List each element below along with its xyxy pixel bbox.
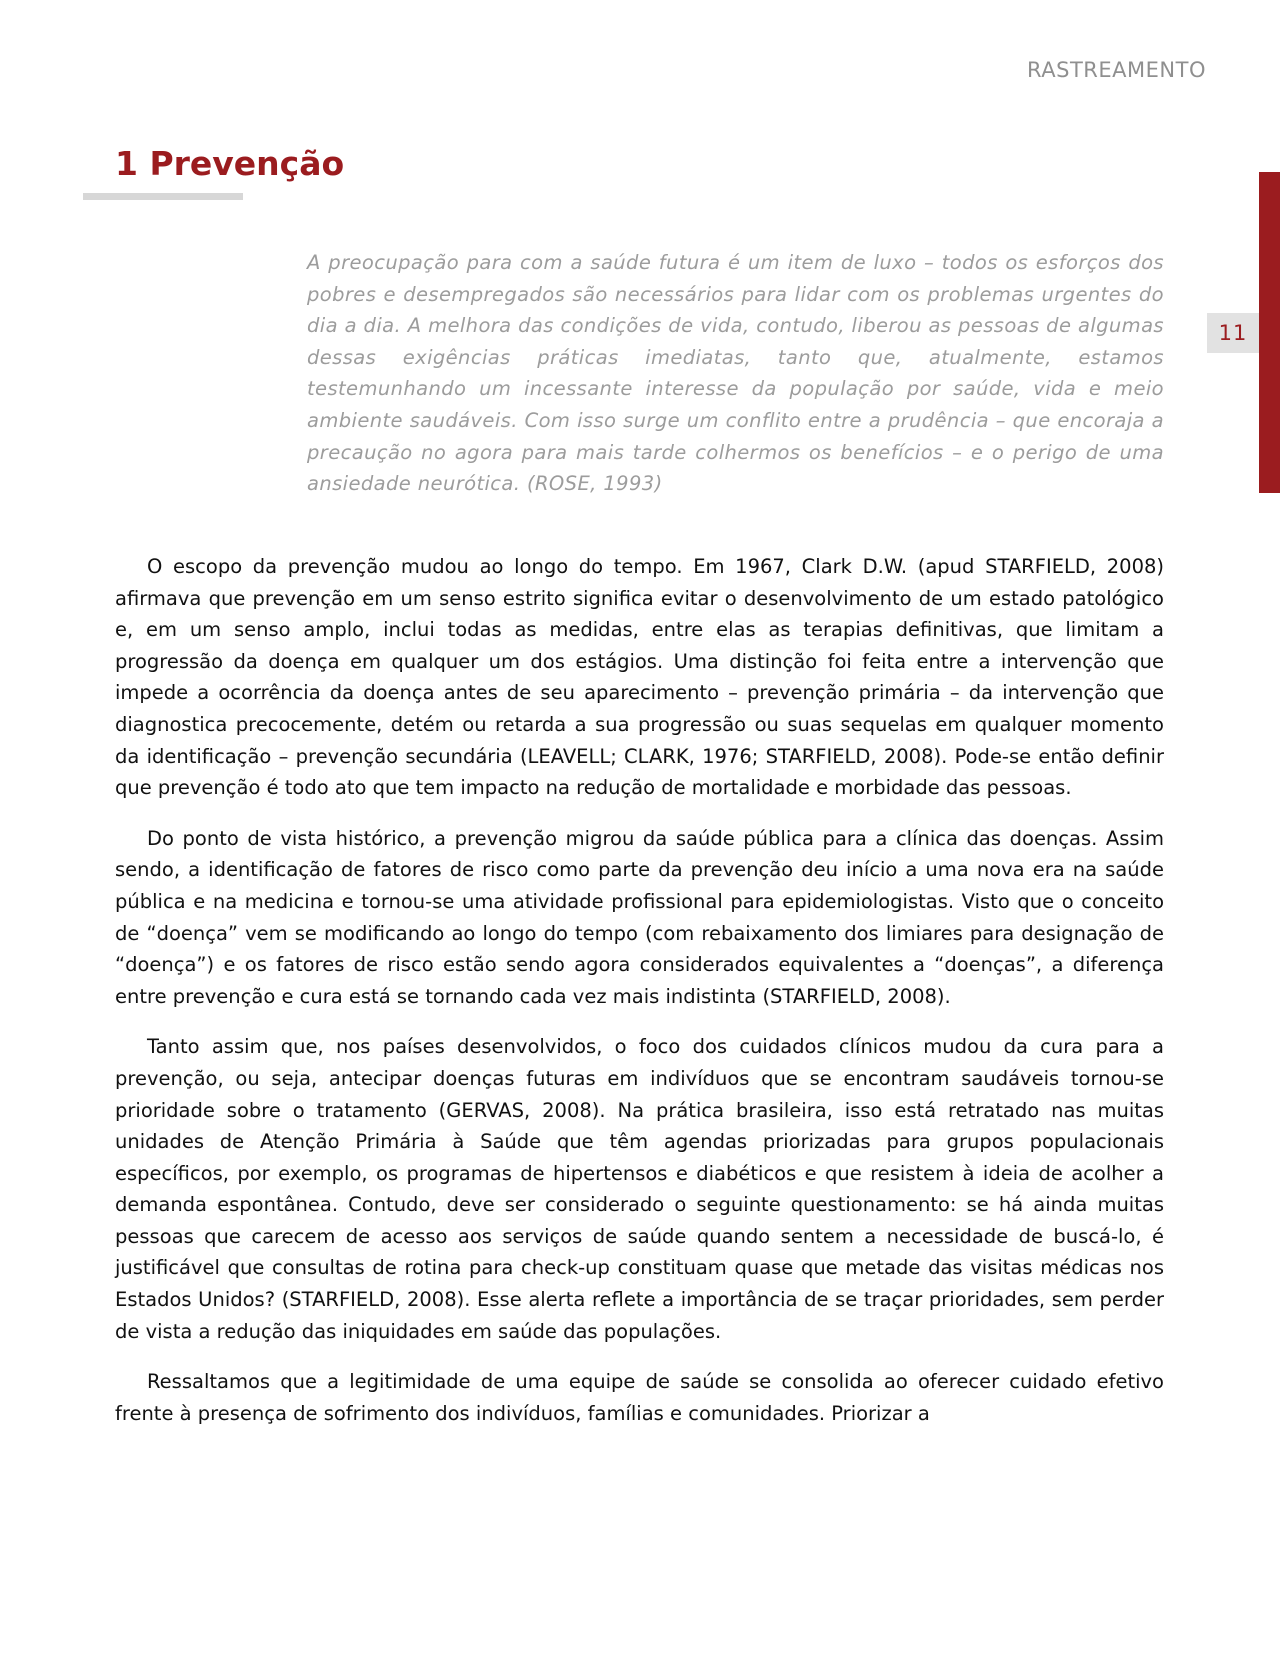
body-paragraph: Tanto assim que, nos países desenvolvidos, o foco dos cuidados clínicos mudou da cura para a prevenção, ou seja, antecipar doenças futuras em indivíduos que se encontram saudáveis tornou-se prioridade sobre o tratamento (GERVAS, 2008). Na prática brasileira, isso está retratado nas muitas unidades de Atenção Primária à Saúde que têm agendas priorizadas para grupos populacionais específicos, por exemplo, os programas de hipertensos e diabéticos e que resistem à ideia de acolher a demanda espontânea. Contudo, deve ser considerado o seguinte questionamento: se há ainda muitas pessoas que carecem de acesso aos serviços de saúde quando sentem a necessidade de buscá-lo, é justificável que consultas de rotina para check-up constituam quase que metade das visitas médicas nos Estados Unidos? (STARFIELD, 2008). Esse alerta reflete a importância de se traçar prioridades, sem perder de vista a redução das iniquidades em saúde das populações. (115, 1035, 1164, 1343)
title-underline (83, 193, 243, 200)
running-head: RASTREAMENTO (1027, 58, 1206, 82)
body-paragraph: Do ponto de vista histórico, a prevenção migrou da saúde pública para a clínica das doenças. Assim sendo, a identificação de fatores de risco como parte da prevenção deu início a uma nova era na saúde pública e na medicina e tornou-se uma atividade profissional para epidemiologistas. Visto que o conceito de “doença” vem se modificando ao longo do tempo (com rebaixamento dos limiares para designação de “doença”) e os fatores de risco estão sendo agora considerados equivalentes a “doenças”, a diferença entre prevenção e cura está se tornando cada vez mais indistinta (STARFIELD, 2008). (115, 826, 1164, 1008)
epigraph-quote: A preocupação para com a saúde futura é um item de luxo – todos os esforços dos pobres e desempregados são necessários para lidar com os problemas urgentes do dia a dia. A melhora das condições de vida, contudo, liberou as pessoas de algumas dessas exigências práticas imediatas, tanto que, atualmente, estamos testemunhando um incessante interesse da população por saúde, vida e meio ambiente saudáveis. Com isso surge um conflito entre a prudência – que encoraja a precaução no agora para mais tarde colhermos os benefícios – e o perigo de uma ansiedade neurótica. (ROSE, 1993) (307, 251, 1164, 496)
body-text (115, 551, 1164, 1448)
chapter-edge-tab (1259, 172, 1280, 493)
page-number: 11 (1207, 313, 1259, 353)
chapter-title: 1 Prevenção (115, 144, 345, 183)
body-paragraph: Ressaltamos que a legitimidade de uma equipe de saúde se consolida ao oferecer cuidado efetivo frente à presença de sofrimento dos indivíduos, famílias e comunidades. Priorizar a (115, 1370, 1164, 1425)
body-paragraph: O escopo da prevenção mudou ao longo do tempo. Em 1967, Clark D.W. (apud STARFIELD, 2008) afirmava que prevenção em um senso estrito significa evitar o desenvolvimento de um estado patológico e, em um senso amplo, inclui todas as medidas, entre elas as terapias definitivas, que limitam a progressão da doença em qualquer um dos estágios. Uma distinção foi feita entre a intervenção que impede a ocorrência da doença antes de seu aparecimento – prevenção primária – da intervenção que diagnostica precocemente, detém ou retarda a sua progressão ou suas sequelas em qualquer momento da identificação – prevenção secundária (LEAVELL; CLARK, 1976; STARFIELD, 2008). Pode-se então definir que prevenção é todo ato que tem impacto na redução de mortalidade e morbidade das pessoas. (115, 555, 1164, 800)
